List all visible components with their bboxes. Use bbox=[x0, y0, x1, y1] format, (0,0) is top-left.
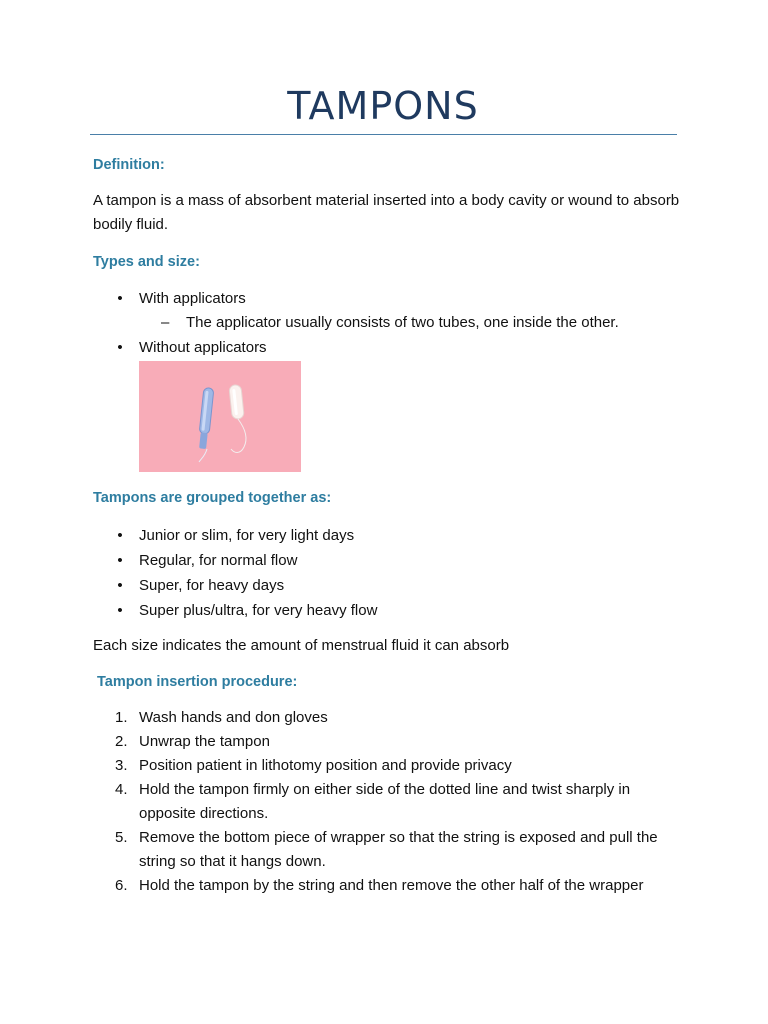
size-note: Each size indicates the amount of menstrual fluid it can absorb bbox=[93, 637, 510, 654]
title-underline bbox=[90, 134, 677, 135]
list-item: • Without applicators bbox=[93, 337, 267, 362]
list-item: • Regular, for normal flow bbox=[93, 550, 377, 575]
list-item: • With applicators bbox=[93, 288, 246, 313]
bullet-icon: • bbox=[117, 602, 123, 619]
bullet-icon: • bbox=[117, 577, 123, 594]
bullet-icon: • bbox=[117, 552, 123, 569]
types-list-continued bbox=[93, 337, 267, 362]
page-title: TAMPONS bbox=[287, 84, 479, 128]
bullet-icon: • bbox=[117, 527, 123, 544]
definition-heading: Definition: bbox=[93, 157, 165, 173]
photo-highlight bbox=[139, 361, 301, 472]
list-item: • Super plus/ultra, for very heavy flow bbox=[93, 600, 377, 625]
types-list bbox=[93, 288, 246, 313]
procedure-step: 1. Wash hands and don gloves bbox=[115, 709, 328, 726]
procedure-step: 6. Hold the tampon by the string and then remove the other half of the wrapper bbox=[115, 877, 644, 894]
dash-icon: – bbox=[161, 314, 170, 331]
bullet-icon: • bbox=[117, 339, 123, 356]
types-heading: Types and size: bbox=[93, 254, 200, 270]
list-item: • Super, for heavy days bbox=[93, 575, 377, 600]
bullet-icon: • bbox=[117, 290, 123, 307]
list-item: • Junior or slim, for very light days bbox=[93, 525, 377, 550]
procedure-heading: Tampon insertion procedure: bbox=[97, 674, 298, 690]
grouped-list bbox=[93, 525, 377, 625]
procedure-step: 2. Unwrap the tampon bbox=[115, 733, 270, 750]
definition-text: A tampon is a mass of absorbent material inserted into a body cavity or wound to absorb bodily fluid. bbox=[93, 192, 680, 233]
procedure-steps bbox=[93, 706, 683, 898]
sub-list-item: – The applicator usually consists of two tubes, one inside the other. bbox=[186, 312, 619, 334]
procedure-step: 4. Hold the tampon firmly on either side of the dotted line and twist sharply in opposite directions. bbox=[115, 781, 631, 822]
procedure-step: 3. Position patient in lithotomy position and provide privacy bbox=[115, 757, 512, 774]
tampon-photo bbox=[139, 361, 301, 472]
procedure-step: 5. Remove the bottom piece of wrapper so that the string is exposed and pull the string so that it hangs down. bbox=[115, 829, 658, 870]
grouped-heading: Tampons are grouped together as: bbox=[93, 490, 332, 506]
